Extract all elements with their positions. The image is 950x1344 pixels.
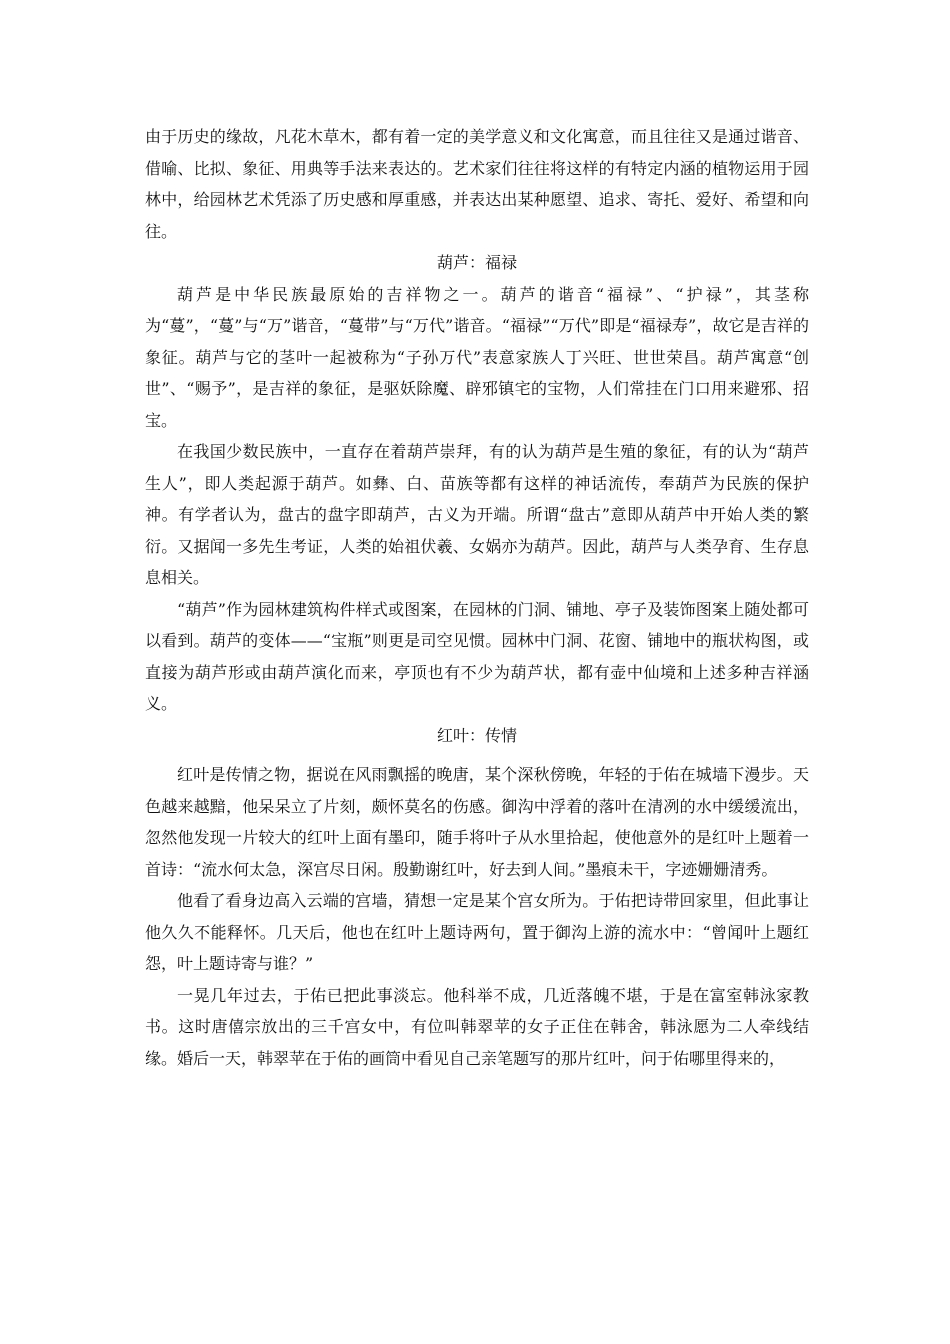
red-leaf-paragraph-1: 红叶是传情之物，据说在风雨飘摇的晚唐，某个深秋傍晚，年轻的于佑在城墙下漫步。天色越来越黯，他呆呆立了片刻，颇怀莫名的伤感。御沟中浮着的落叶在清冽的水中缓缓流出，忽然他发现一片较大的红叶上面有墨印，随手将叶子从水里拾起，使他意外的是红叶上题着一首诗：“流水何太急，深宫尽日闲。殷勤谢红叶，好去到人间。”墨痕未干，字迹姗姗清秀。 xyxy=(145,765,809,879)
section-title-gourd: 葫芦：福禄 xyxy=(436,253,517,272)
intro-paragraph: 由于历史的缘故，凡花木草木，都有着一定的美学意义和文化寓意，而且往往又是通过谐音、借喻、比拟、象征、用典等手法来表达的。艺术家们往往将这样的有特定内涵的植物运用于园林中，给园林艺术凭添了历史感和厚重感，并表达出某种愿望、追求、寄托、爱好、希望和向往。 xyxy=(145,127,809,241)
red-leaf-paragraph-2: 他看了看身边高入云端的宫墙，猜想一定是某个宫女所为。于佑把诗带回家里，但此事让他久久不能释怀。几天后，他也在红叶上题诗两句，置于御沟上游的流水中：“曾闻叶上题红怨，叶上题诗寄与谁？” xyxy=(145,891,809,973)
section-title-red-leaf: 红叶：传情 xyxy=(436,725,517,745)
gourd-paragraph-3: “葫芦”作为园林建筑构件样式或图案，在园林的门洞、铺地、亭子及装饰图案上随处都可以看到。葫芦的变体——“宝瓶”则更是司空见惯。园林中门洞、花窗、铺地中的瓶状构图，或直接为葫芦形或由葫芦演化而来，亭顶也有不少为葫芦状，都有壶中仙境和上述多种吉祥涵义。 xyxy=(145,599,809,713)
red-leaf-paragraph-3: 一晃几年过去，于佑已把此事淡忘。他科举不成，几近落魄不堪，于是在富室韩泳家教书。这时唐僖宗放出的三千宫女中，有位叫韩翠苹的女子正住在韩舍，韩泳愿为二人牵线结缘。婚后一天，韩翠苹在于佑的画筒中看见自己亲笔题写的那片红叶，问于佑哪里得来的， xyxy=(145,985,809,1068)
gourd-paragraph-2: 在我国少数民族中，一直存在着葫芦崇拜，有的认为葫芦是生殖的象征，有的认为“葫芦生人”，即人类起源于葫芦。如彝、白、苗族等都有这样的神话流传，奉葫芦为民族的保护神。有学者认为，盘古的盘字即葫芦，古义为开端。所谓“盘古”意即从葫芦中开始人类的繁衍。又据闻一多先生考证，人类的始祖伏羲、女娲亦为葫芦。因此，葫芦与人类孕育、生存息息相关。 xyxy=(145,442,809,587)
gourd-paragraph-1: 葫芦是中华民族最原始的吉祥物之一。葫芦的谐音“福禄”、“护禄”，其茎称为“蔓”，“蔓”与“万”谐音，“蔓带”与“万代”谐音。“福禄”“万代”即是“福禄寿”，故它是吉祥的象征。葫芦与它的茎叶一起被称为“子孙万代”表意家族人丁兴旺、世世荣昌。葫芦寓意“创世”、“赐予”，是吉祥的象征，是驱妖除魔、辟邪镇宅的宝物，人们常挂在门口用来避邪、招宝。 xyxy=(145,284,809,430)
document-page xyxy=(145,121,809,1074)
